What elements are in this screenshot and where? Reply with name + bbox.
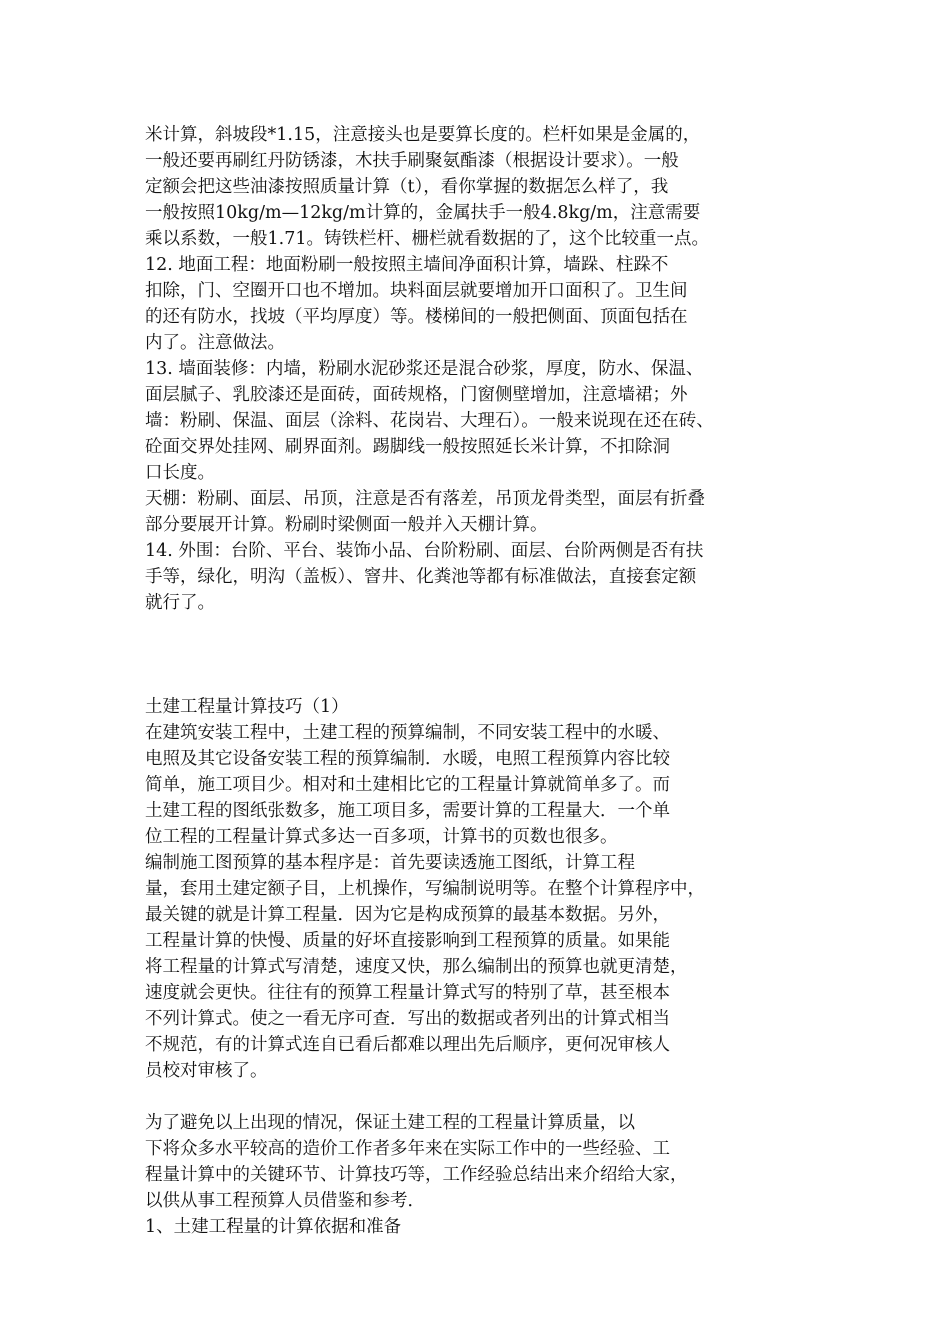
text-line: 将工程量的计算式写清楚，速度又快，那么编制出的预算也就更清楚， <box>145 957 688 977</box>
text-line: 就行了。 <box>145 593 215 613</box>
text-block-continuation <box>145 122 815 616</box>
text-line: 13. 墙面装修：内墙，粉刷水泥砂浆还是混合砂浆，厚度，防水、保温、 <box>145 359 704 379</box>
text-line: 面层腻子、乳胶漆还是面砖，面砖规格，门窗侧壁增加，注意墙裙；外 <box>145 385 688 405</box>
text-line: 程量计算中的关键环节、计算技巧等，工作经验总结出来介绍给大家， <box>145 1165 688 1185</box>
text-line: 土建工程量计算技巧（1） <box>145 697 349 717</box>
text-line <box>145 1084 815 1110</box>
text-line: 位工程的工程量计算式多达一百多项，计算书的页数也很多。 <box>145 827 618 847</box>
text-line: 量，套用土建定额子目，上机操作，写编制说明等。在整个计算程序中， <box>145 879 705 899</box>
text-line: 电照及其它设备安装工程的预算编制．水暖，电照工程预算内容比较 <box>145 749 670 769</box>
text-line: 天棚：粉刷、面层、吊顶，注意是否有落差，吊顶龙骨类型，面层有折叠 <box>145 489 705 509</box>
text-line: 速度就会更快。往往有的预算工程量计算式写的特别了草，甚至根本 <box>145 983 670 1003</box>
text-line: 一般还要再刷红丹防锈漆，木扶手刷聚氨酯漆（根据设计要求）。一般 <box>145 151 679 171</box>
text-line: 扣除，门、空圈开口也不增加。块料面层就要增加开口面积了。卫生间 <box>145 281 688 301</box>
text-line: 砼面交界处挂网、刷界面剂。踢脚线一般按照延长米计算，不扣除洞 <box>145 437 670 457</box>
text-line: 一般按照10kg/m—12kg/m计算的，金属扶手一般4.8kg/m，注意需要 <box>145 203 701 223</box>
text-line: 在建筑安装工程中，土建工程的预算编制，不同安装工程中的水暖、 <box>145 723 670 743</box>
text-line: 土建工程的图纸张数多，施工项目多，需要计算的工程量大．一个单 <box>145 801 670 821</box>
text-line: 墙：粉刷、保温、面层（涂料、花岗岩、大理石）。一般来说现在还在砖、 <box>145 411 714 431</box>
text-line: 为了避免以上出现的情况，保证土建工程的工程量计算质量，以 <box>145 1113 635 1133</box>
text-line: 工程量计算的快慢、质量的好坏直接影响到工程预算的质量。如果能 <box>145 931 670 951</box>
text-line: 部分要展开计算。粉刷时梁侧面一般并入天棚计算。 <box>145 515 548 535</box>
text-line: 最关键的就是计算工程量．因为它是构成预算的最基本数据。另外， <box>145 905 670 925</box>
text-line: 不列计算式。使之一看无序可查．写出的数据或者列出的计算式相当 <box>145 1009 670 1029</box>
text-line: 12. 地面工程：地面粉刷一般按照主墙间净面积计算，墙跺、柱跺不 <box>145 255 669 275</box>
text-line: 1、土建工程量的计算依据和准备 <box>145 1217 402 1237</box>
text-line: 编制施工图预算的基本程序是：首先要读透施工图纸，计算工程 <box>145 853 635 873</box>
text-line: 不规范，有的计算式连自已看后都难以理出先后顺序，更何况审核人 <box>145 1035 670 1055</box>
text-block-calculation-tips <box>145 694 815 1240</box>
text-line: 定额会把这些油漆按照质量计算（t），看你掌握的数据怎么样了，我 <box>145 177 669 197</box>
text-line: 以供从事工程预算人员借鉴和参考． <box>145 1191 425 1211</box>
text-line: 员校对审核了。 <box>145 1061 268 1081</box>
text-line: 乘以系数，一般1.71。铸铁栏杆、栅栏就看数据的了，这个比较重一点。 <box>145 229 709 249</box>
text-line: 14. 外围：台阶、平台、装饰小品、台阶粉刷、面层、台阶两侧是否有扶 <box>145 541 704 561</box>
text-line: 手等，绿化，明沟（盖板）、窨井、化粪池等都有标准做法，直接套定额 <box>145 567 697 587</box>
text-line: 内了。注意做法。 <box>145 333 285 353</box>
text-line: 下将众多水平较高的造价工作者多年来在实际工作中的一些经验、工 <box>145 1139 670 1159</box>
text-line: 简单，施工项目少。相对和土建相比它的工程量计算就简单多了。而 <box>145 775 670 795</box>
text-line: 米计算，斜坡段*1.15，注意接头也是要算长度的。栏杆如果是金属的， <box>145 125 701 145</box>
text-line: 的还有防水，找坡（平均厚度）等。楼梯间的一般把侧面、顶面包括在 <box>145 307 688 327</box>
text-line: 口长度。 <box>145 463 215 483</box>
